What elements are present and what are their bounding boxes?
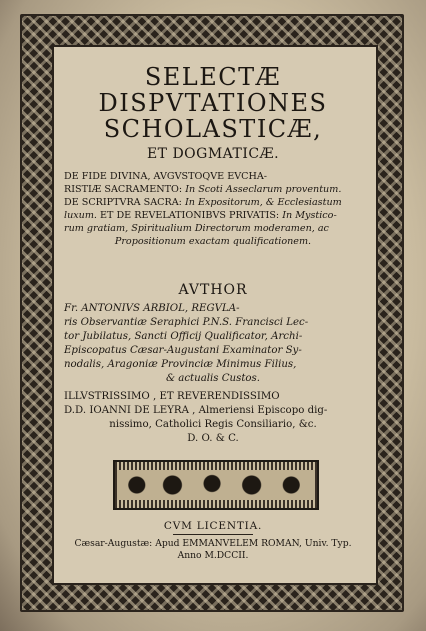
woodcut-figures [117,470,315,500]
description-line-3: DE SCRIPTVRA SACRA: In Expositorum, & Ecclesiastum [64,197,342,208]
description-line-2: RISTIÆ SACRAMENTO: In Scoti Asseclarum proventum. [64,184,342,195]
author-line: nodalis, Aragoniæ Provinciæ Minimus Filius, [64,359,297,370]
author-line: Episcopatus Cæsar-Augustani Examinator Sy- [64,345,302,356]
title-line-1: SELECTÆ [144,63,282,91]
author-heading: AVTHOR [178,282,248,298]
author-line: ris Observantiæ Seraphici P.N.S. Francisci Lec- [64,317,309,328]
imprint-line-2: Anno M.DCCII. [177,550,249,561]
author-line: & actualis Custos. [165,373,261,384]
dedication [64,390,362,446]
author-line: Fr. ANTONIVS ARBIOL, REGVLA- [64,303,240,314]
title-line-4: ET DOGMATICÆ. [146,146,280,162]
title-line-3: SCHOLASTICÆ, [103,115,323,143]
description-line-5: rum gratiam, Spiritualium Directorum moderamen, ac [64,223,329,234]
dedication-line-1: ILLVSTRISSIMO , ET REVERENDISSIMO [64,391,280,402]
author-details [64,302,362,386]
imprint-line-1: Cæsar-Augustæ: Apud EMMANVELEM ROMAN, Univ. Typ. [74,538,352,549]
subject-description [64,170,362,248]
author-line: tor Jubilatus, Sancti Officij Qualificator, Archi- [64,331,303,342]
dedication-line-3: nissimo, Catholici Regis Consiliario, &c. [109,419,317,430]
dedication-line-4: D. O. & C. [187,433,239,444]
description-line-4: luxum. ET DE REVELATIONIBVS PRIVATIS: In Mystico- [64,210,337,221]
dedication-line-2: D.D. IOANNI DE LEYRA , Almeriensi Episcopo dig- [64,405,328,416]
license-statement: CVM LICENTIA. [60,520,366,535]
description-line-6: Propositionum exactam qualificationem. [114,236,312,247]
title-line-2: DISPVTATIONES [98,89,328,117]
imprint [60,538,366,562]
description-line-1: DE FIDE DIVINA, AVGVSTOQVE EVCHA- [64,171,268,182]
woodcut-illustration [113,460,319,510]
title-page-content [60,52,366,576]
